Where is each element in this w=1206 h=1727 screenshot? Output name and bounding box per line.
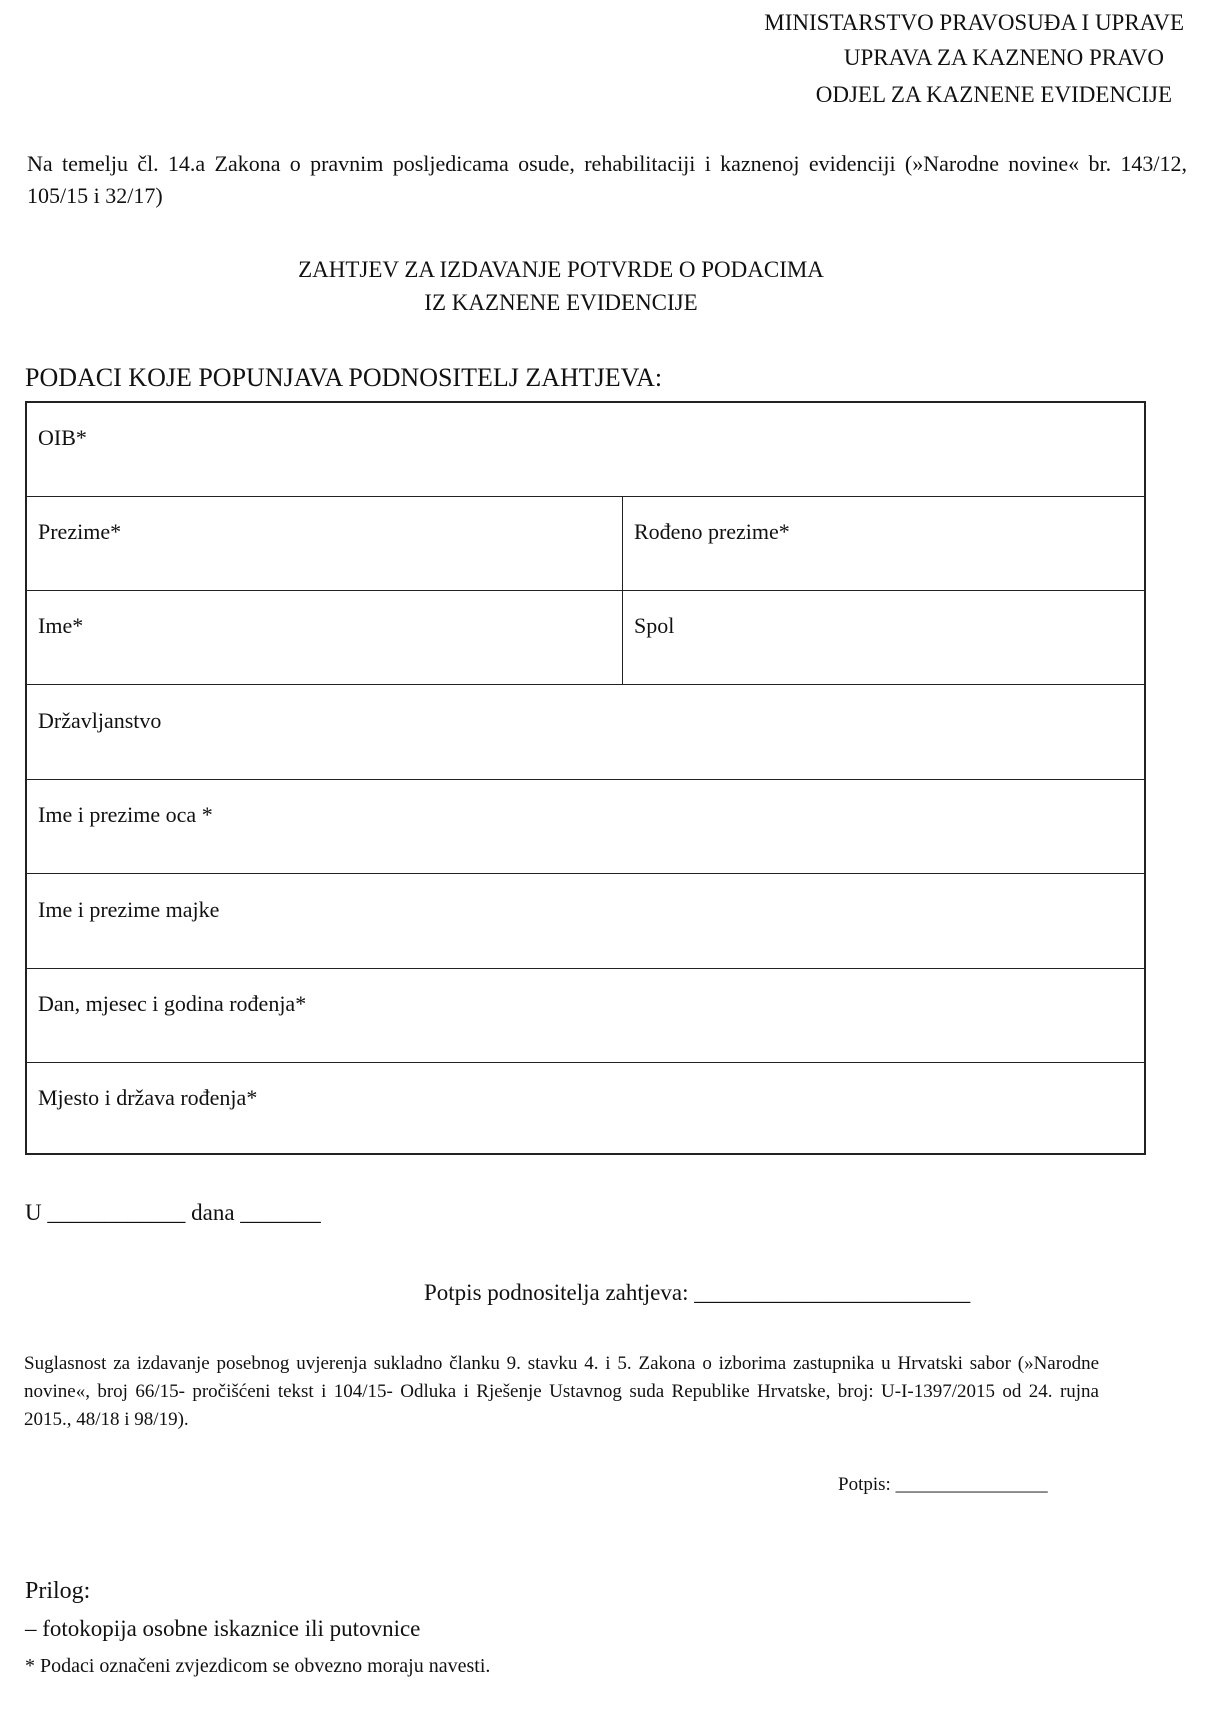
row-name — [27, 591, 1144, 685]
attachment-heading: Prilog: — [25, 1578, 91, 1604]
birth-place-label: Mjesto i država rođenja* — [38, 1085, 258, 1110]
date-label: dana — [191, 1200, 235, 1225]
mandatory-note: * Podaci označeni zvjezdicom se obvezno moraju navesti. — [25, 1655, 491, 1677]
birth-date-label: Dan, mjesec i godina rođenja* — [38, 991, 307, 1016]
row-oib — [27, 403, 1144, 497]
mother-name-field[interactable] — [27, 875, 1144, 968]
surname-label: Prezime* — [38, 519, 122, 544]
name-field[interactable] — [27, 591, 622, 684]
father-name-label: Ime i prezime oca * — [38, 802, 213, 827]
place-date-line — [25, 1200, 321, 1226]
place-label: U — [25, 1200, 42, 1225]
attachment-item: – fotokopija osobne iskaznice ili putovnice — [25, 1616, 421, 1641]
form-title-line1: ZAHTJEV ZA IZDAVANJE POTVRDE O PODACIMA — [298, 257, 824, 282]
applicant-signature-line — [424, 1280, 970, 1306]
birth-surname-field[interactable] — [623, 497, 1144, 590]
form-title-line2: IZ KAZNENE EVIDENCIJE — [424, 290, 698, 315]
applicant-signature-blank[interactable]: ________________________ — [694, 1280, 971, 1305]
citizenship-field[interactable] — [27, 686, 1144, 779]
place-blank[interactable]: ____________ — [47, 1200, 186, 1225]
consent-signature-line — [838, 1474, 1048, 1496]
sex-label: Spol — [634, 613, 675, 638]
father-name-field[interactable] — [27, 780, 1144, 873]
row-citizenship — [27, 686, 1144, 780]
oib-label: OIB* — [38, 425, 87, 450]
row-mother — [27, 875, 1144, 969]
row-father — [27, 780, 1144, 874]
date-blank[interactable]: _______ — [240, 1200, 321, 1225]
sex-field[interactable] — [623, 591, 1144, 684]
citizenship-label: Državljanstvo — [38, 708, 162, 733]
birth-date-field[interactable] — [27, 969, 1144, 1062]
consent-text: Suglasnost za izdavanje posebnog uvjerenja sukladno članku 9. stavku 4. i 5. Zakona o izborima zastupnika u Hrvatski sabor (»Narodne novine«, broj 66/15- pročišćeni tekst i 104/15- Odluka i Rješenje Ustavnog suda Republike Hrvatske, broj: U-I-1397/2015 od 24. rujna 2015., 48/18 i 98/19). — [24, 1353, 1099, 1430]
row-birth-date — [27, 969, 1144, 1063]
applicant-data-table — [25, 401, 1146, 1155]
birth-surname-label: Rođeno prezime* — [634, 519, 790, 544]
consent-signature-blank[interactable]: ________________ — [895, 1474, 1048, 1495]
mother-name-label: Ime i prezime majke — [38, 897, 220, 922]
oib-field[interactable] — [27, 403, 1144, 496]
row-birth-place — [27, 1063, 1144, 1157]
consent-signature-label: Potpis: — [838, 1474, 891, 1495]
legal-basis: Na temelju čl. 14.a Zakona o pravnim posljedicama osude, rehabilitaciji i kaznenoj evidenciji (»Narodne novine« br. 143/12, 105/15 i 32/17) — [27, 151, 1187, 208]
surname-field[interactable] — [27, 497, 622, 590]
section-heading: PODACI KOJE POPUNJAVA PODNOSITELJ ZAHTJEVA: — [25, 363, 663, 392]
name-label: Ime* — [38, 613, 84, 638]
ministry-name: MINISTARSTVO PRAVOSUĐA I UPRAVE — [764, 10, 1184, 35]
directorate-name: UPRAVA ZA KAZNENO PRAVO — [843, 45, 1164, 70]
birth-place-field[interactable] — [27, 1063, 1144, 1157]
applicant-signature-label: Potpis podnositelja zahtjeva: — [424, 1280, 689, 1305]
row-surname — [27, 497, 1144, 591]
department-name: ODJEL ZA KAZNENE EVIDENCIJE — [815, 82, 1172, 107]
